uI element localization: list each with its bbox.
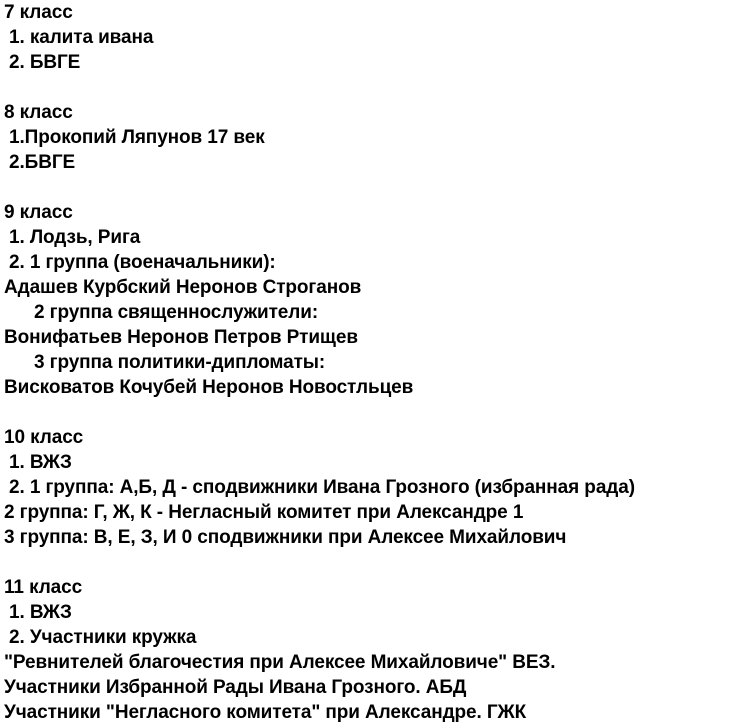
grade-11-section bbox=[4, 575, 737, 725]
answers-document bbox=[4, 0, 737, 725]
section-spacer bbox=[4, 175, 737, 200]
section-spacer bbox=[4, 75, 737, 100]
grade-7-answer-2: 2. БВГЕ bbox=[9, 52, 81, 73]
grade-11-line-4: Участники Избранной Рады Ивана Грозного. АБД bbox=[4, 677, 467, 698]
grade-9-group-3-names: Висковатов Кочубей Неронов Новостльцев bbox=[4, 377, 414, 398]
grade-9-group-2-names: Вонифатьев Неронов Петров Ртищев bbox=[4, 327, 358, 348]
grade-8-answer-2: 2.БВГЕ bbox=[9, 152, 76, 173]
grade-9-group-3-title: 3 группа политики-дипломаты: bbox=[34, 352, 326, 373]
grade-11-line-3: "Ревнителей благочестия при Алексее Михайловиче" ВЕЗ. bbox=[4, 652, 556, 673]
section-spacer bbox=[4, 400, 737, 425]
grade-9-title: 9 класс bbox=[4, 202, 73, 223]
grade-9-section bbox=[4, 200, 737, 400]
grade-11-title: 11 класс bbox=[4, 577, 83, 598]
grade-7-section bbox=[4, 0, 737, 75]
grade-8-section bbox=[4, 100, 737, 175]
grade-10-section bbox=[4, 425, 737, 550]
grade-10-answer-2: 2. 1 группа: А,Б, Д - сподвижники Ивана Грозного (избранная рада) bbox=[9, 477, 635, 498]
grade-8-title: 8 класс bbox=[4, 102, 73, 123]
grade-9-group-2-title: 2 группа священнослужители: bbox=[34, 302, 319, 323]
grade-11-answer-1: 1. ВЖЗ bbox=[9, 602, 72, 623]
grade-11-line-5: Участники "Негласного комитета" при Александре. ГЖК bbox=[4, 702, 527, 723]
grade-10-group-3: 3 группа: В, Е, З, И 0 сподвижники при Алексее Михайлович bbox=[4, 527, 567, 548]
grade-10-answer-1: 1. ВЖЗ bbox=[9, 452, 72, 473]
grade-7-answer-1: 1. калита ивана bbox=[9, 27, 154, 48]
grade-8-answer-1: 1.Прокопий Ляпунов 17 век bbox=[9, 127, 265, 148]
grade-9-answer-1: 1. Лодзь, Рига bbox=[9, 227, 141, 248]
grade-11-answer-2: 2. Участники кружка bbox=[9, 627, 197, 648]
grade-10-group-2: 2 группа: Г, Ж, К - Негласный комитет при Александре 1 bbox=[4, 502, 524, 523]
section-spacer bbox=[4, 550, 737, 575]
grade-7-title: 7 класс bbox=[4, 2, 73, 23]
grade-10-title: 10 класс bbox=[4, 427, 84, 448]
grade-9-group-1-names: Адашев Курбский Неронов Строганов bbox=[4, 277, 362, 298]
grade-9-answer-2: 2. 1 группа (военачальники): bbox=[9, 252, 276, 273]
